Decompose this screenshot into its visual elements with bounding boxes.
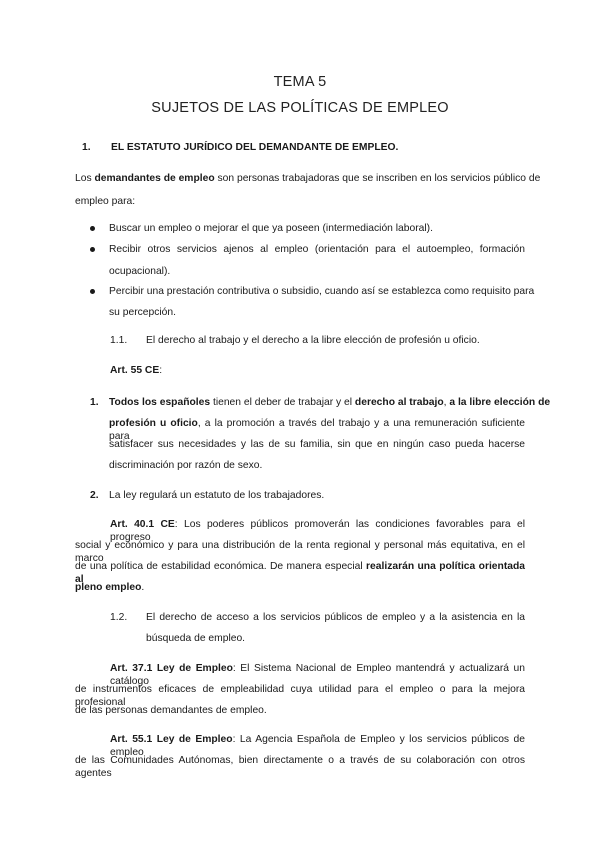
- subsection-heading-line-1: El derecho de acceso a los servicios públicos de empleo y a la asistencia en la: [146, 612, 525, 623]
- item-1-line-3: satisfacer sus necesidades y las de su familia, sin que en ningún caso pueda hacerse: [109, 439, 525, 450]
- art40-line-1: Art. 40.1 CE: Los poderes públicos promoverán las condiciones favorables para el progreso: [110, 519, 525, 543]
- intro-line-2: empleo para:: [75, 196, 136, 207]
- subsection-heading-line-2: búsqueda de empleo.: [146, 633, 246, 644]
- item-2-text: La ley regulará un estatuto de los trabajadores.: [109, 490, 325, 501]
- tema-title: TEMA 5: [273, 74, 327, 90]
- art40-line-3: de una política de estabilidad económica. De manera especial realizarán una política orientada al: [75, 561, 525, 585]
- art37-line-3: de las personas demandantes de empleo.: [75, 705, 267, 716]
- page-subtitle: SUJETOS DE LAS POLÍTICAS DE EMPLEO: [151, 100, 449, 116]
- art37-line-2: de instrumentos eficaces de empleabilidad cuya utilidad para el empleo o para la mejora profesional: [75, 684, 525, 708]
- art40-line-4: pleno empleo.: [75, 582, 145, 593]
- bullet-icon: [90, 289, 95, 294]
- section-number: 1.: [82, 142, 91, 153]
- bullet-item-3-line-2: su percepción.: [109, 307, 176, 318]
- intro-line-1: Los demandantes de empleo son personas trabajadoras que se inscriben en los servicios público de: [75, 173, 541, 184]
- subsection-number: 1.2.: [110, 612, 128, 623]
- art37-line-1: Art. 37.1 Ley de Empleo: El Sistema Nacional de Empleo mantendrá y actualizará un catálogo: [110, 663, 526, 687]
- bullet-item-2-line-2: ocupacional).: [109, 266, 171, 277]
- art40-line-2: social y económico y para una distribución de la renta regional y personal más equitativa, en el marco: [75, 540, 525, 564]
- art551-line-2: de las Comunidades Autónomas, bien directamente o a través de su colaboración con otros agentes: [75, 755, 525, 779]
- art551-line-1: Art. 55.1 Ley de Empleo: La Agencia Española de Empleo y los servicios públicos de empleo: [110, 734, 525, 758]
- subsection-number: 1.1.: [110, 335, 128, 346]
- item-number: 1.: [90, 397, 99, 408]
- bullet-item-1: Buscar un empleo o mejorar el que ya poseen (intermediación laboral).: [109, 223, 433, 234]
- subsection-heading: El derecho al trabajo y el derecho a la libre elección de profesión u oficio.: [146, 335, 480, 346]
- bullet-item-2-line-1: Recibir otros servicios ajenos al empleo (orientación para el autoempleo, formación: [109, 244, 525, 255]
- item-number: 2.: [90, 490, 99, 501]
- item-1-line-4: discriminación por razón de sexo.: [109, 460, 263, 471]
- bullet-icon: [90, 226, 95, 231]
- bullet-icon: [90, 247, 95, 252]
- item-1-line-1: Todos los españoles tienen el deber de trabajar y el derecho al trabajo, a la libre elección de: [109, 397, 551, 408]
- item-1-line-2: profesión u oficio, a la promoción a través del trabajo y a una remuneración suficiente para: [109, 418, 525, 442]
- article-label: Art. 55 CE:: [110, 365, 163, 376]
- section-heading: EL ESTATUTO JURÍDICO DEL DEMANDANTE DE EMPLEO.: [111, 142, 399, 153]
- bullet-item-3-line-1: Percibir una prestación contributiva o subsidio, cuando así se establezca como requisito para: [109, 286, 535, 297]
